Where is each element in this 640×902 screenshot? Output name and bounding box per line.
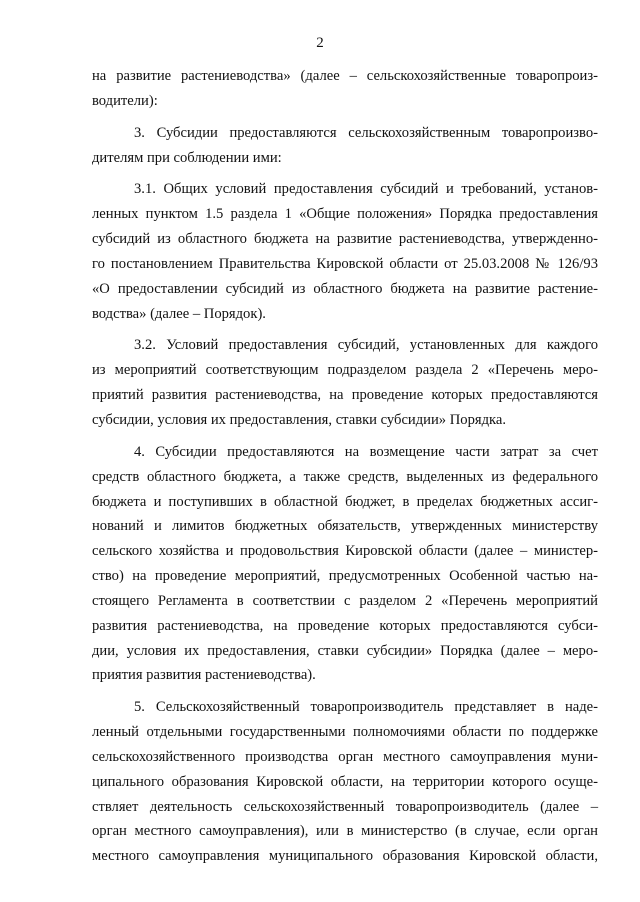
text-line: 4. Субсидии предоставляются на возмещение части затрат за счет bbox=[134, 443, 598, 460]
text-line: ленных пунктом 1.5 раздела 1 «Общие положения» Порядка предоставления bbox=[92, 206, 598, 223]
text-line: ство) на проведение мероприятий, предусмотренных Особенной частью на- bbox=[92, 568, 598, 585]
text-line: дителям при соблюдении ими: bbox=[92, 149, 282, 166]
page-number: 2 bbox=[316, 35, 324, 51]
text-line: го постановлением Правительства Кировской области от 25.03.2008 № 126/93 bbox=[92, 255, 598, 272]
text-line: 3. Субсидии предоставляются сельскохозяйственным товаропроизво- bbox=[134, 124, 598, 141]
text-line: дии, условия их предоставления, ставки субсидии» Порядка (далее – меро- bbox=[92, 642, 598, 659]
text-line: водители): bbox=[92, 92, 158, 109]
text-line: ципального образования Кировской области, на территории которого осуще- bbox=[92, 773, 598, 790]
text-line: 3.1. Общих условий предоставления субсидий и требований, установ- bbox=[134, 181, 598, 198]
text-line: субсидий из областного бюджета на развитие растениеводства, утвержденно- bbox=[92, 231, 598, 248]
text-line: на развитие растениеводства» (далее – сельскохозяйственные товаропроиз- bbox=[92, 68, 598, 84]
text-line: местного самоуправления муниципального образования Кировской области, bbox=[92, 848, 598, 865]
text-line: развития растениеводства, на проведение которых предоставляются субси- bbox=[92, 617, 598, 634]
paragraph-3-1 bbox=[92, 177, 598, 326]
paragraph-4 bbox=[92, 440, 598, 688]
text-line: сельскохозяйственного производства орган местного самоуправления муни- bbox=[92, 748, 598, 765]
text-line: 5. Сельскохозяйственный товаропроизводитель представляет в наде- bbox=[134, 699, 598, 716]
text-line: средств областного бюджета, а также средств, выделенных из федерального bbox=[92, 468, 598, 485]
text-line: водства» (далее – Порядок). bbox=[92, 305, 266, 322]
paragraph-intro-continuation bbox=[92, 64, 598, 114]
paragraph-3-2 bbox=[92, 333, 598, 432]
text-line: субсидии, условия их предоставления, ставки субсидии» Порядка. bbox=[92, 411, 506, 428]
paragraph-3 bbox=[92, 121, 598, 171]
text-line: «О предоставлении субсидий из областного бюджета на развитие растение- bbox=[92, 280, 598, 297]
text-line: 3.2. Условий предоставления субсидий, установленных для каждого bbox=[134, 337, 598, 354]
paragraph-5 bbox=[92, 695, 598, 869]
text-line: ленный отдельными государственными полномочиями области по поддержке bbox=[92, 724, 598, 741]
text-line: ствляет деятельность сельскохозяйственный товаропроизводитель (далее – bbox=[92, 798, 598, 815]
text-line: стоящего Регламента в соответствии с разделом 2 «Перечень мероприятий bbox=[92, 592, 598, 609]
text-line: приятия развития растениеводства). bbox=[92, 667, 316, 684]
text-line: приятий развития растениеводства, на проведение которых предоставляются bbox=[92, 387, 598, 404]
text-line: сельского хозяйства и продовольствия Кировской области (далее – министер- bbox=[92, 543, 598, 560]
document-body bbox=[92, 64, 598, 869]
text-line: орган местного самоуправления), или в министерство (в случае, если орган bbox=[92, 823, 598, 840]
text-line: из мероприятий соответствующим подразделом раздела 2 «Перечень меро- bbox=[92, 362, 598, 379]
text-line: бюджета и поступивших в областной бюджет, в пределах бюджетных ассиг- bbox=[92, 493, 598, 510]
text-line: нований и лимитов бюджетных обязательств, утвержденных министерству bbox=[92, 518, 598, 535]
